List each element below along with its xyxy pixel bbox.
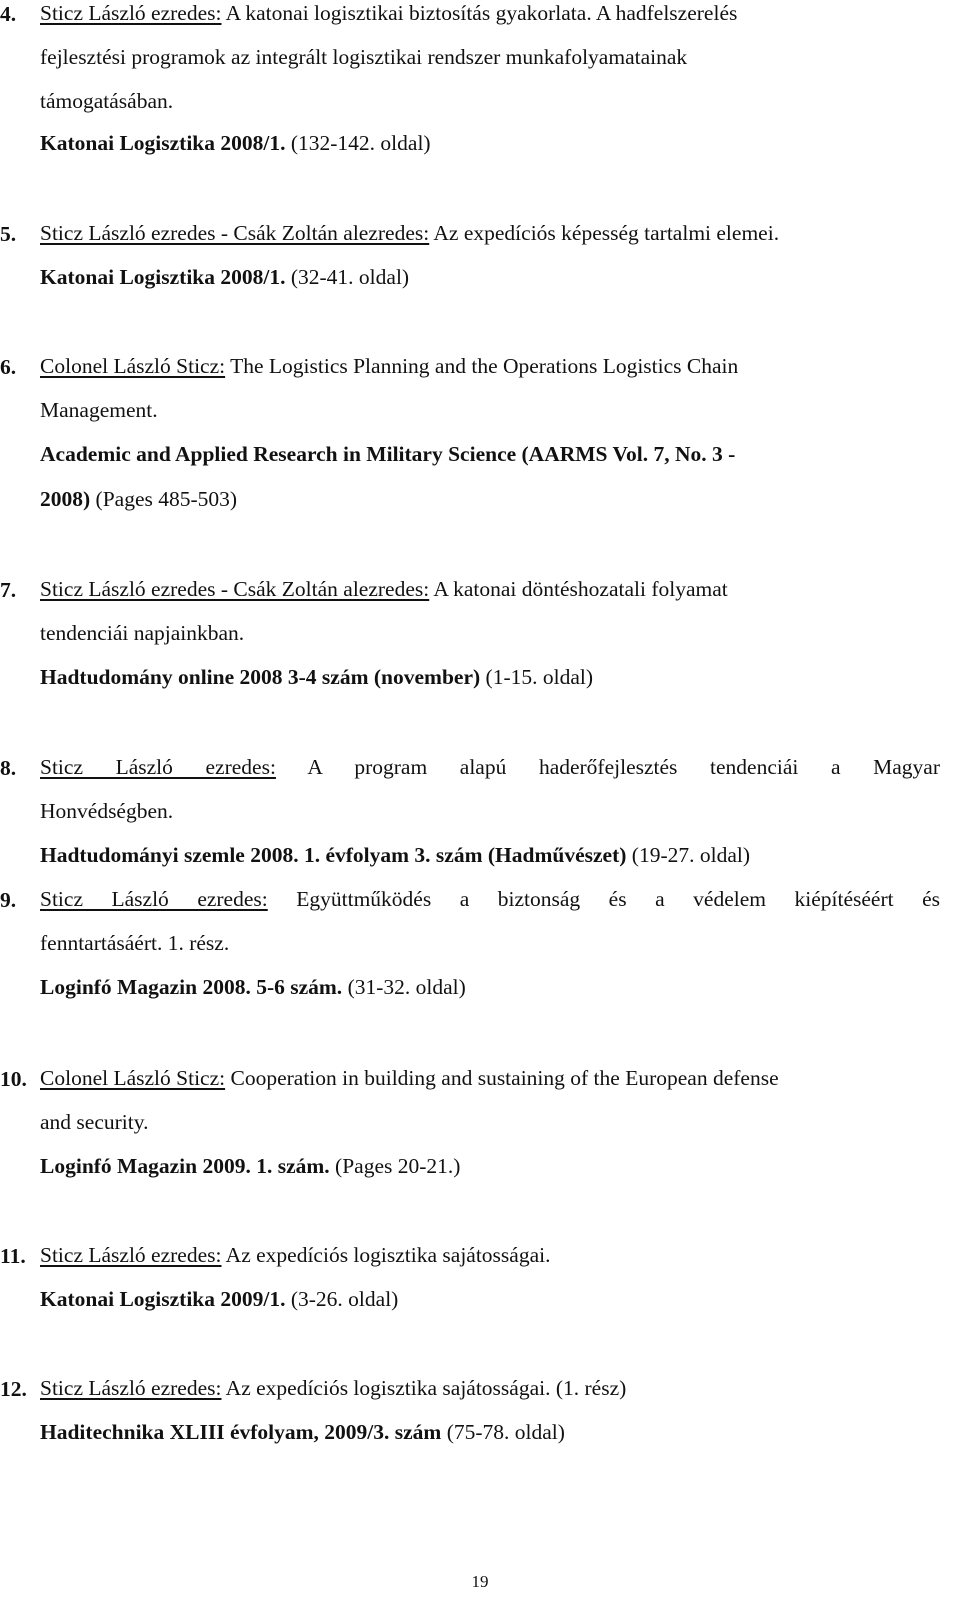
entry-title-line: Sticz László ezredes: A program alapú haderőfejlesztés tendenciái a Magyar <box>40 756 940 779</box>
entry-number: 5. <box>0 222 17 246</box>
entry-source: Katonai Logisztika 2009/1. (3-26. oldal) <box>40 1287 399 1311</box>
author-link[interactable]: Sticz László ezredes - Csák Zoltán alezredes: <box>40 577 430 601</box>
entry-title-line: fejlesztési programok az integrált logisztikai rendszer munkafolyamatainak <box>40 45 688 69</box>
entry-title-line: Sticz László ezredes - Csák Zoltán alezredes: A katonai döntéshozatali folyamat <box>40 577 728 601</box>
entry-title-line: Sticz László ezredes: Együttműködés a biztonság és a védelem kiépítéséért és <box>40 888 940 911</box>
entry-title-line: Sticz László ezredes - Csák Zoltán alezredes: Az expedíciós képesség tartalmi elemei. <box>40 221 780 245</box>
entry-title-line: Colonel László Sticz: The Logistics Planning and the Operations Logistics Chain <box>40 354 739 378</box>
entry-source: Hadtudományi szemle 2008. 1. évfolyam 3. szám (Hadművészet) (19-27. oldal) <box>40 843 750 867</box>
entry-number: 10. <box>0 1067 27 1091</box>
entry-title-line: Sticz László ezredes: A katonai logisztikai biztosítás gyakorlata. A hadfelszerelés <box>40 1 738 25</box>
entry-title-line: fenntartásáért. 1. rész. <box>40 931 230 955</box>
entry-title-line: Honvédségben. <box>40 799 174 823</box>
author-link[interactable]: Sticz László ezredes: <box>40 1376 222 1400</box>
entry-source: Katonai Logisztika 2008/1. (32-41. oldal) <box>40 265 410 289</box>
entry-source: Loginfó Magazin 2009. 1. szám. (Pages 20-21.) <box>40 1154 461 1178</box>
entry-title-line: Management. <box>40 398 158 422</box>
author-link[interactable]: Sticz László ezredes - Csák Zoltán alezredes: <box>40 221 430 245</box>
entry-source: Hadtudomány online 2008 3-4 szám (november) (1-15. oldal) <box>40 665 593 689</box>
entry-number: 9. <box>0 888 17 912</box>
entry-source: Katonai Logisztika 2008/1. (132-142. oldal) <box>40 131 431 155</box>
entry-number: 12. <box>0 1377 27 1401</box>
entry-source: Academic and Applied Research in Military Science (AARMS Vol. 7, No. 3 - <box>40 442 736 466</box>
entry-number: 7. <box>0 578 17 602</box>
entry-number: 4. <box>0 2 17 26</box>
entry-number: 11. <box>0 1244 26 1268</box>
author-link[interactable]: Colonel László Sticz: <box>40 1066 226 1090</box>
entry-source: Loginfó Magazin 2008. 5-6 szám. (31-32. oldal) <box>40 975 466 999</box>
author-link[interactable]: Sticz László ezredes: <box>40 1 222 25</box>
entry-title-line: Sticz László ezredes: Az expedíciós logisztika sajátosságai. <box>40 1243 551 1267</box>
entry-source: 2008) (Pages 485-503) <box>40 487 238 511</box>
entry-title-line: Colonel László Sticz: Cooperation in building and sustaining of the European defense <box>40 1066 779 1090</box>
entry-number: 8. <box>0 756 17 780</box>
entry-number: 6. <box>0 355 17 379</box>
entry-title-line: támogatásában. <box>40 89 174 113</box>
entry-title-line: Sticz László ezredes: Az expedíciós logisztika sajátosságai. (1. rész) <box>40 1376 627 1400</box>
entry-source: Haditechnika XLIII évfolyam, 2009/3. szám (75-78. oldal) <box>40 1420 565 1444</box>
entry-title-line: and security. <box>40 1110 149 1134</box>
page-number: 19 <box>471 1572 489 1591</box>
author-link[interactable]: Colonel László Sticz: <box>40 354 226 378</box>
author-link[interactable]: Sticz László ezredes: <box>40 1243 222 1267</box>
entry-title-line: tendenciái napjainkban. <box>40 621 245 645</box>
author-link[interactable]: Sticz László ezredes: <box>40 888 268 911</box>
author-link[interactable]: Sticz László ezredes: <box>40 756 276 779</box>
